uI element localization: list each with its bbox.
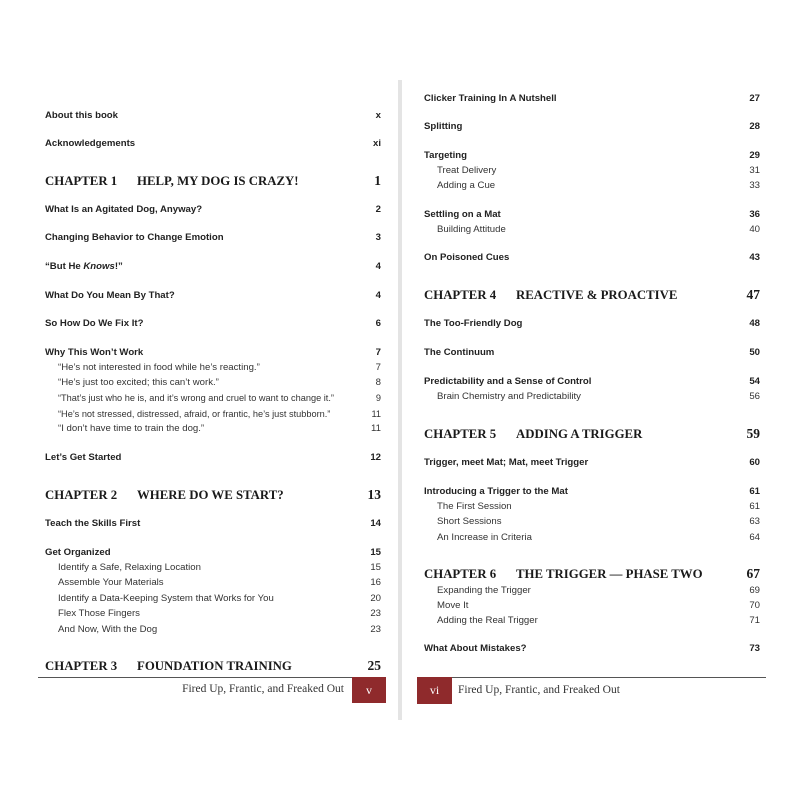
- entry-title: “He’s just too excited; this can’t work.”: [58, 377, 219, 388]
- chapter-title: THE TRIGGER — PHASE TWO: [516, 567, 703, 581]
- entry-page: 15: [370, 547, 381, 558]
- entry-title: Expanding the Trigger: [437, 585, 531, 596]
- entry-page: 31: [749, 165, 760, 176]
- entry-page: 64: [749, 532, 760, 543]
- entry-page: 7: [375, 347, 381, 358]
- entry-page: 63: [749, 516, 760, 527]
- chapter-number: CHAPTER 4: [424, 288, 497, 302]
- entry-title: On Poisoned Cues: [424, 252, 510, 263]
- entry-title: What Is an Agitated Dog, Anyway?: [45, 204, 203, 215]
- chapter-title: REACTIVE & PROACTIVE: [516, 288, 678, 302]
- entry-page: 15: [370, 562, 381, 573]
- entry-title: Identify a Data-Keeping System that Works for You: [58, 593, 274, 604]
- entry-page: 7: [375, 362, 381, 373]
- entry-title: Why This Won’t Work: [45, 347, 144, 358]
- footer-page-number: vi: [417, 677, 452, 704]
- entry-page: 33: [749, 180, 760, 191]
- entry-page: 69: [749, 585, 760, 596]
- entry-title-emphasis: Knows: [83, 261, 115, 272]
- entry-page: 14: [370, 518, 381, 529]
- entry-title: “He’s not interested in food while he’s reacting.”: [58, 362, 260, 373]
- entry-title: [45, 261, 123, 273]
- entry-title: Introducing a Trigger to the Mat: [424, 486, 568, 497]
- entry-title: The Continuum: [424, 347, 495, 358]
- entry-title: Clicker Training In A Nutshell: [424, 93, 557, 104]
- entry-title: Flex Those Fingers: [58, 608, 140, 619]
- entry-title: Targeting: [424, 150, 467, 161]
- entry-title: What About Mistakes?: [424, 643, 527, 654]
- entry-page: 16: [370, 577, 381, 588]
- entry-page: 36: [749, 209, 760, 220]
- entry-title: Get Organized: [45, 547, 111, 558]
- chapter-title: FOUNDATION TRAINING: [137, 659, 292, 673]
- entry-page: 4: [375, 261, 381, 272]
- toc-right-page: [402, 0, 800, 800]
- entry-title: Changing Behavior to Change Emotion: [45, 232, 224, 243]
- entry-page: 9: [375, 393, 381, 403]
- toc-left-page: [0, 0, 398, 800]
- entry-page: 27: [749, 93, 760, 104]
- entry-title: Let’s Get Started: [45, 452, 122, 463]
- entry-page: 54: [749, 376, 760, 387]
- entry-page: 11: [371, 409, 381, 419]
- entry-title-pre: “But He: [45, 261, 84, 272]
- entry-page: 2: [375, 204, 381, 215]
- entry-page: 6: [375, 318, 381, 329]
- entry-page: 56: [749, 391, 760, 402]
- chapter-title: WHERE DO WE START?: [137, 488, 284, 502]
- footer-rule: [38, 677, 352, 678]
- entry-page: 28: [749, 121, 760, 132]
- entry-title: Move It: [437, 600, 469, 611]
- entry-title: Adding a Cue: [437, 180, 496, 191]
- entry-page: 12: [370, 452, 381, 463]
- entry-title: “I don’t have time to train the dog.”: [58, 423, 205, 434]
- entry-page: 70: [749, 600, 760, 611]
- entry-title-post: !”: [114, 261, 123, 272]
- chapter-title: ADDING A TRIGGER: [516, 427, 643, 441]
- entry-page: 23: [370, 608, 381, 619]
- entry-page: 23: [370, 624, 381, 635]
- entry-title: And Now, With the Dog: [58, 624, 158, 635]
- entry-page: 71: [749, 615, 760, 626]
- chapter-page: 25: [367, 658, 381, 673]
- entry-title: What Do You Mean By That?: [45, 290, 175, 301]
- entry-title: Brain Chemistry and Predictability: [437, 391, 581, 402]
- chapter-title: HELP, MY DOG IS CRAZY!: [137, 174, 299, 188]
- entry-title: Assemble Your Materials: [58, 577, 164, 588]
- footer-book-title: Fired Up, Frantic, and Freaked Out: [458, 684, 620, 696]
- entry-page: 60: [749, 457, 760, 468]
- entry-title: Trigger, meet Mat; Mat, meet Trigger: [424, 457, 589, 468]
- entry-page: 61: [749, 486, 760, 497]
- entry-title: “He’s not stressed, distressed, afraid, or frantic, he’s just stubborn.”: [58, 409, 331, 419]
- entry-page: 4: [375, 290, 381, 301]
- footer-page-number: v: [352, 677, 386, 703]
- chapter-page: 13: [367, 487, 381, 502]
- entry-page: 11: [371, 423, 381, 434]
- footer-book-title: Fired Up, Frantic, and Freaked Out: [182, 683, 344, 695]
- chapter-number: CHAPTER 6: [424, 567, 497, 581]
- entry-title: Identify a Safe, Relaxing Location: [58, 562, 201, 573]
- entry-title: Treat Delivery: [437, 165, 497, 176]
- entry-title: Settling on a Mat: [424, 209, 501, 220]
- entry-page: 29: [749, 150, 760, 161]
- entry-page: 8: [375, 377, 381, 388]
- chapter-page: 1: [374, 173, 381, 188]
- chapter-number: CHAPTER 3: [45, 659, 118, 673]
- chapter-page: 67: [746, 566, 760, 581]
- entry-page: 20: [370, 593, 381, 604]
- entry-page: 73: [749, 643, 760, 654]
- entry-title: So How Do We Fix It?: [45, 318, 144, 329]
- entry-title: “That’s just who he is, and it’s wrong and cruel to want to change it.”: [58, 393, 334, 403]
- entry-page: 40: [749, 224, 760, 235]
- entry-title: Short Sessions: [437, 516, 502, 527]
- chapter-page: 47: [746, 287, 760, 302]
- footer-rule: [452, 677, 766, 678]
- entry-title: Teach the Skills First: [45, 518, 141, 529]
- entry-title: About this book: [45, 110, 119, 121]
- entry-title: Splitting: [424, 121, 463, 132]
- entry-page: 61: [749, 501, 760, 512]
- entry-page: 43: [749, 252, 760, 263]
- chapter-page: 59: [746, 426, 760, 441]
- entry-title: The First Session: [437, 501, 512, 512]
- chapter-number: CHAPTER 1: [45, 174, 118, 188]
- chapter-number: CHAPTER 2: [45, 488, 118, 502]
- entry-title: Acknowledgements: [45, 138, 136, 149]
- entry-page: 48: [749, 318, 760, 329]
- entry-page: 50: [749, 347, 760, 358]
- entry-title: Predictability and a Sense of Control: [424, 376, 592, 387]
- entry-title: An Increase in Criteria: [437, 532, 532, 543]
- entry-title: The Too-Friendly Dog: [424, 318, 523, 329]
- entry-page: x: [375, 110, 381, 121]
- entry-page: xi: [372, 138, 381, 149]
- entry-title: Building Attitude: [437, 224, 506, 235]
- entry-title: Adding the Real Trigger: [437, 615, 538, 626]
- entry-page: 3: [375, 232, 381, 243]
- chapter-number: CHAPTER 5: [424, 427, 497, 441]
